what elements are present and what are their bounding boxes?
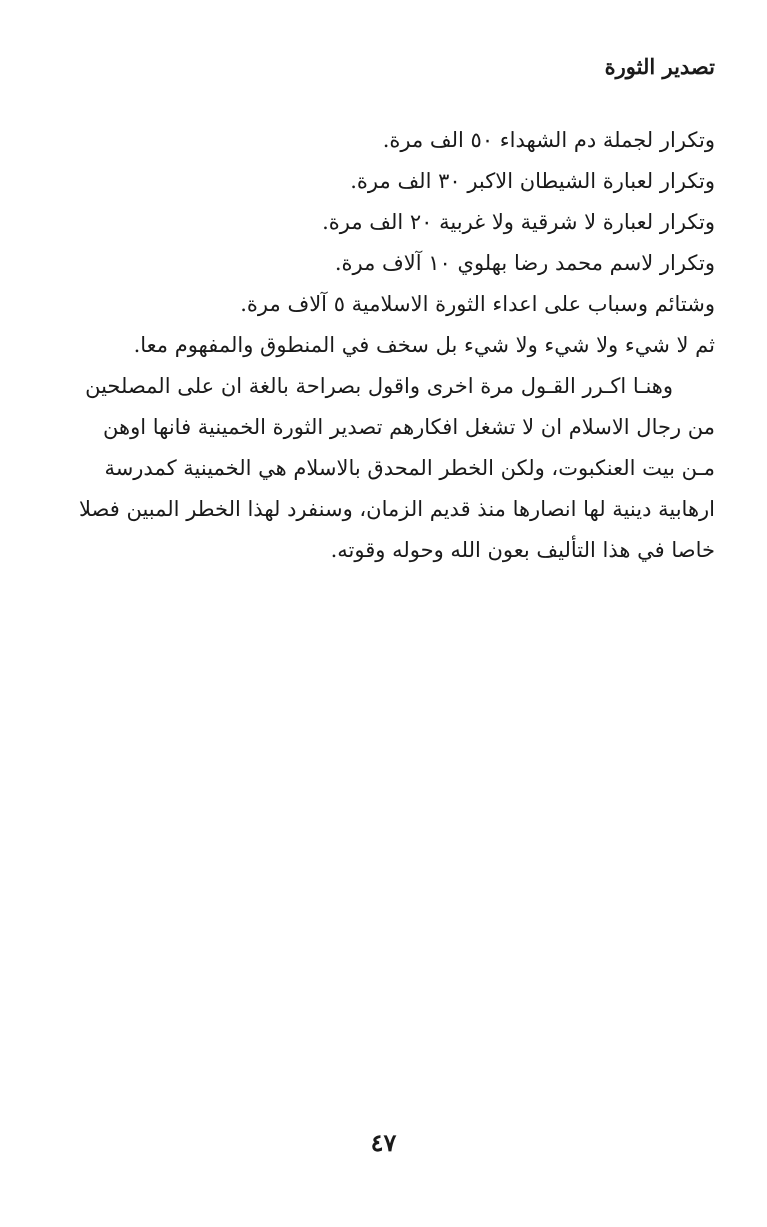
list-line: وتكرار لاسم محمد رضا بهلوي ١٠ آلاف مرة. <box>334 251 715 275</box>
list-line: وتكرار لجملة دم الشهداء ٥٠ الف مرة. <box>382 128 715 152</box>
list-line: وتكرار لعبارة لا شرقية ولا غربية ٢٠ الف مرة. <box>322 210 715 234</box>
paragraph-line: من رجال الاسلام ان لا تشغل افكارهم تصدير الثورة الخمينية فانها اوهن <box>103 415 715 439</box>
list-line: وتكرار لعبارة الشيطان الاكبر ٣٠ الف مرة. <box>350 169 715 193</box>
list-line: ثم لا شيء ولا شيء ولا شيء بل سخف في المنطوق والمفهوم معا. <box>133 333 715 357</box>
running-title: تصدير الثورة <box>604 54 715 79</box>
paragraph-line: ارهابية دينية لها انصارها منذ قديم الزمان، وسنفرد لهذا الخطر المبين فصلا <box>79 497 715 521</box>
paragraph-line: مـن بيت العنكبوت، ولكن الخطر المحدق بالاسلام هي الخمينية كمدرسة <box>104 456 715 480</box>
paragraph-line: وهنـا اكـرر القـول مرة اخرى واقول بصراحة بالغة ان على المصلحين <box>85 374 673 398</box>
page-number: ٤٧ <box>370 1128 397 1157</box>
paragraph-line: خاصا في هذا التأليف بعون الله وحوله وقوته. <box>330 538 715 562</box>
body-text <box>79 120 715 571</box>
list-line: وشتائم وسباب على اعداء الثورة الاسلامية ٥ آلاف مرة. <box>240 292 715 316</box>
